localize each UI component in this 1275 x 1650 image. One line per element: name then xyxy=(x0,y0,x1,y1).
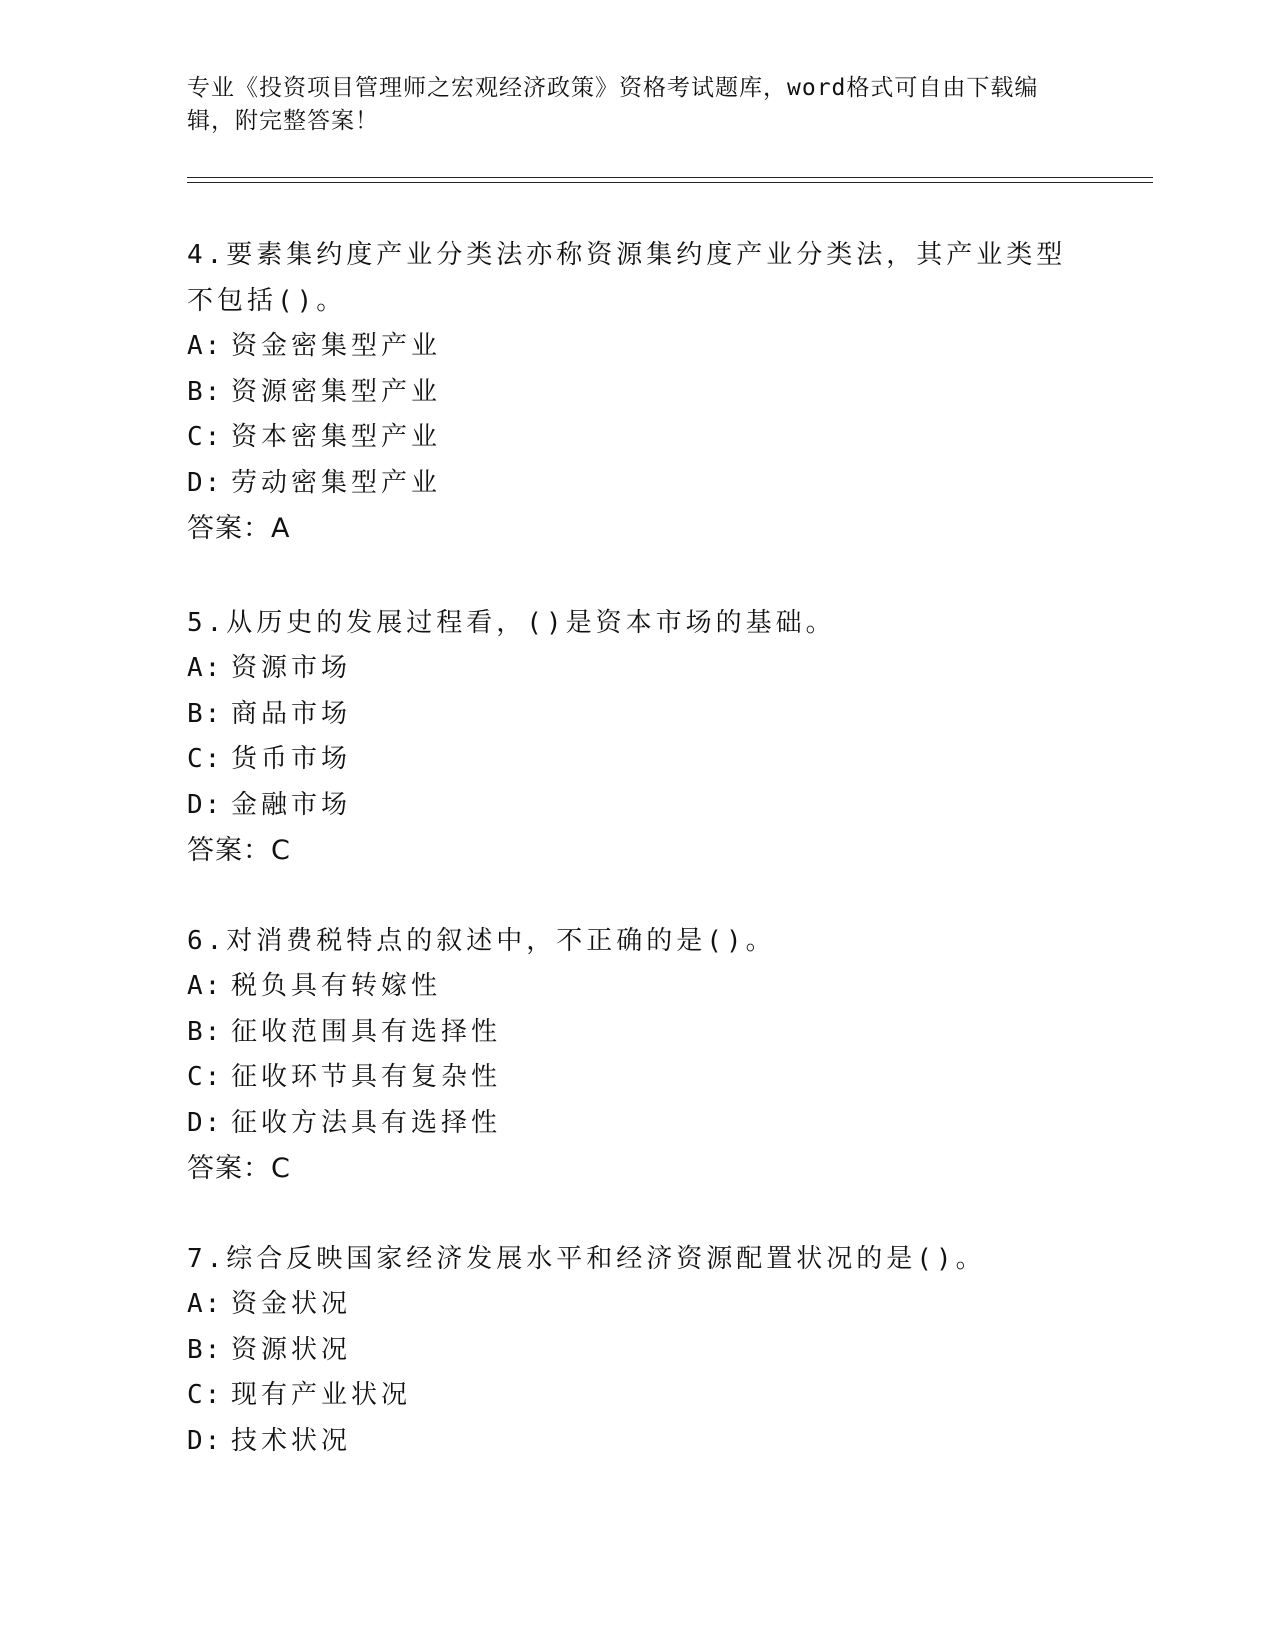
option-text: 资源状况 xyxy=(231,1334,352,1365)
option-a xyxy=(187,646,1067,692)
question-6 xyxy=(187,918,1067,1192)
header-divider-bottom xyxy=(187,182,1153,183)
option-key: B: xyxy=(187,1016,223,1047)
option-text: 资金密集型产业 xyxy=(231,331,442,361)
option-b xyxy=(187,692,1067,738)
option-a xyxy=(187,324,1067,370)
question-stem: 5.从历史的发展过程看，()是资本市场的基础。 xyxy=(187,608,836,638)
option-c xyxy=(187,415,1067,461)
option-key: D: xyxy=(187,789,223,820)
option-c xyxy=(187,737,1067,783)
option-text: 税负具有转嫁性 xyxy=(231,971,442,1001)
answer-label: 答案：C xyxy=(187,835,291,866)
option-d xyxy=(187,1101,1067,1147)
option-key: D: xyxy=(187,467,223,498)
option-key: A: xyxy=(187,653,223,683)
option-key: A: xyxy=(187,331,223,361)
option-key: C: xyxy=(187,744,223,774)
option-key: B: xyxy=(187,698,223,729)
option-text: 金融市场 xyxy=(231,789,352,820)
option-b xyxy=(187,1010,1067,1056)
header-divider-top xyxy=(187,177,1153,178)
option-d xyxy=(187,461,1067,507)
option-key: C: xyxy=(187,422,223,452)
option-d xyxy=(187,783,1067,829)
option-key: A: xyxy=(187,1289,223,1319)
question-7 xyxy=(187,1236,1067,1464)
option-b xyxy=(187,1328,1067,1374)
option-text: 现有产业状况 xyxy=(231,1380,412,1410)
option-text: 征收范围具有选择性 xyxy=(231,1016,502,1047)
option-text: 货币市场 xyxy=(231,744,352,774)
answer-label: 答案：A xyxy=(187,513,291,544)
option-text: 劳动密集型产业 xyxy=(231,467,442,498)
question-stem: 4.要素集约度产业分类法亦称资源集约度产业分类法，其产业类型不包括()。 xyxy=(187,240,1067,316)
option-key: B: xyxy=(187,376,223,407)
option-text: 资本密集型产业 xyxy=(231,422,442,452)
option-key: D: xyxy=(187,1107,223,1138)
option-text: 资金状况 xyxy=(231,1289,352,1319)
question-5 xyxy=(187,600,1067,874)
option-text: 征收方法具有选择性 xyxy=(231,1107,502,1138)
question-stem: 6.对消费税特点的叙述中，不正确的是()。 xyxy=(187,926,776,956)
option-key: C: xyxy=(187,1062,223,1092)
option-key: B: xyxy=(187,1334,223,1365)
option-b xyxy=(187,370,1067,416)
option-key: D: xyxy=(187,1425,223,1456)
option-d xyxy=(187,1419,1067,1465)
option-text: 技术状况 xyxy=(231,1425,352,1456)
option-text: 征收环节具有复杂性 xyxy=(231,1062,502,1092)
question-4 xyxy=(187,232,1067,552)
option-c xyxy=(187,1373,1067,1419)
option-text: 资源密集型产业 xyxy=(231,376,442,407)
option-key: A: xyxy=(187,971,223,1001)
option-text: 商品市场 xyxy=(231,698,352,729)
option-key: C: xyxy=(187,1380,223,1410)
option-a xyxy=(187,1282,1067,1328)
document-header: 专业《投资项目管理师之宏观经济政策》资格考试题库，word格式可自由下载编辑，附完整答案！ xyxy=(187,75,1039,134)
option-c xyxy=(187,1055,1067,1101)
question-stem: 7.综合反映国家经济发展水平和经济资源配置状况的是()。 xyxy=(187,1244,986,1274)
answer-label: 答案：C xyxy=(187,1153,291,1184)
option-text: 资源市场 xyxy=(231,653,352,683)
option-a xyxy=(187,964,1067,1010)
